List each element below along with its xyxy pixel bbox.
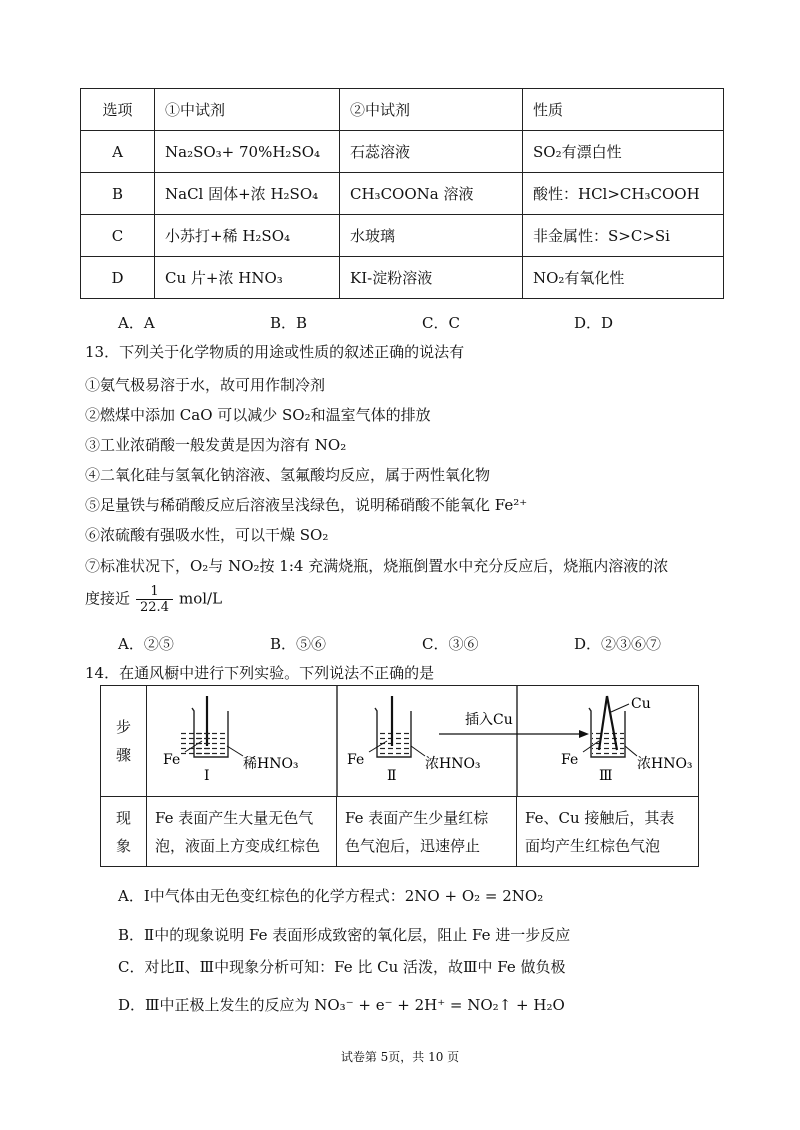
table-cell: Na₂SO₃+ 70%H₂SO₄: [155, 131, 340, 173]
table-header-cell: 性质: [523, 89, 724, 131]
table-cell: 酸性：HCl>CH₃COOH: [523, 173, 724, 215]
q14-option-d: D．Ⅲ中正极上发生的反应为 NO₃⁻ + e⁻ + 2H⁺ = NO₂↑ + H₂O: [118, 996, 565, 1014]
q13-item-2: ②燃煤中添加 CaO 可以减少 SO₂和温室气体的排放: [85, 406, 431, 424]
table-cell: CH₃COONa 溶液: [340, 173, 523, 215]
phenomena-row: [101, 797, 699, 867]
table-cell: NaCl 固体+浓 H₂SO₄: [155, 173, 340, 215]
option-c: C．C: [422, 314, 460, 332]
option-a: A．A: [118, 314, 155, 332]
q13-item-7-unit: mol/L: [178, 589, 223, 608]
fig1-metal-label: Fe: [163, 752, 181, 768]
phenomenon-1: [147, 797, 337, 867]
experiment-table: [100, 685, 699, 867]
arrow-head: [579, 730, 589, 738]
q13-item-7: ⑦标准状况下，O₂与 NO₂按 1:4 充满烧瓶，烧瓶倒置水中充分反应后，烧瓶内溶液的浓: [85, 557, 669, 575]
option-c: C．③⑥: [422, 635, 479, 653]
table-cell: Cu 片+浓 HNO₃: [155, 257, 340, 299]
table-cell: NO₂有氧化性: [523, 257, 724, 299]
q13-item-7-prefix: 度接近: [85, 589, 131, 608]
fig2-roman: Ⅱ: [387, 768, 397, 784]
table-header-cell: ②中试剂: [340, 89, 523, 131]
option-a: A．②⑤: [118, 635, 174, 653]
table-row: [81, 215, 724, 257]
table-row: [81, 257, 724, 299]
q12-options: [118, 312, 726, 333]
fig3-metal-label: Fe: [561, 752, 579, 768]
table-cell: A: [81, 131, 155, 173]
phenomenon-line: Fe 表面产生少量红棕: [345, 808, 489, 827]
experiment-diagram: [147, 686, 698, 796]
reagent-table: [80, 88, 724, 299]
phenomenon-2: [337, 797, 517, 867]
phenomena-label-char: 现: [115, 808, 131, 827]
steps-figure-cell: [147, 686, 699, 797]
fraction-denominator: 22.4: [140, 600, 169, 615]
option-d: D．D: [574, 314, 614, 332]
fig3-roman: Ⅲ: [599, 768, 613, 784]
table-cell: 小苏打+稀 H₂SO₄: [155, 215, 340, 257]
steps-label-char: 骤: [115, 746, 131, 764]
table-cell: SO₂有漂白性: [523, 131, 724, 173]
table-cell: D: [81, 257, 155, 299]
table-cell: C: [81, 215, 155, 257]
fig3-metal2-label: Cu: [631, 696, 651, 712]
q13-item-5: ⑤足量铁与稀硝酸反应后溶液呈浅绿色，说明稀硝酸不能氧化 Fe²⁺: [85, 496, 528, 514]
table-header-row: [81, 89, 724, 131]
fig3-acid-label: 浓HNO₃: [637, 756, 693, 772]
fraction: [136, 584, 173, 615]
q13-item-1: ①氨气极易溶于水，故可用作制冷剂: [85, 376, 326, 394]
page-footer: 试卷第 5页，共 10 页: [340, 1050, 460, 1064]
option-b: B．⑤⑥: [270, 635, 327, 653]
q13-item-6: ⑥浓硫酸有强吸水性，可以干燥 SO₂: [85, 526, 329, 544]
table-header-cell: ①中试剂: [155, 89, 340, 131]
fig1-acid-label: 稀HNO₃: [243, 756, 299, 772]
phenomenon-line: Fe 表面产生大量无色气: [155, 808, 314, 827]
table-cell: B: [81, 173, 155, 215]
phenomena-label: [101, 797, 147, 867]
table-cell: 石蕊溶液: [340, 131, 523, 173]
phenomenon-line: 面均产生红棕色气泡: [525, 836, 661, 855]
q14-stem: 14．在通风橱中进行下列实验。下列说法不正确的是: [85, 664, 435, 682]
steps-label: [101, 686, 147, 797]
phenomena-label-char: 象: [115, 836, 131, 855]
q13-stem: 13．下列关于化学物质的用途或性质的叙述正确的说法有: [85, 343, 465, 361]
fraction-numerator: 1: [136, 584, 173, 600]
table-cell: 非金属性：S>C>Si: [523, 215, 724, 257]
fig2-metal-label: Fe: [347, 752, 365, 768]
beaker-3: [583, 696, 637, 757]
q13-item-7-cont: [85, 584, 222, 615]
phenomenon-3: [517, 797, 699, 867]
fig2-acid-label: 浓HNO₃: [425, 756, 481, 772]
q14-option-a: A．Ⅰ中气体由无色变红棕色的化学方程式：2NO + O₂ = 2NO₂: [118, 887, 544, 905]
steps-row: [101, 686, 699, 797]
table-row: [81, 131, 724, 173]
q13-item-4: ④二氧化硅与氢氧化钠溶液、氢氟酸均反应，属于两性氧化物: [85, 466, 491, 484]
option-b: B．B: [270, 314, 308, 332]
arrow-label: 插入Cu: [465, 712, 513, 728]
table-cell: 水玻璃: [340, 215, 523, 257]
q13-item-3: ③工业浓硝酸一般发黄是因为溶有 NO₂: [85, 436, 347, 454]
table-row: [81, 173, 724, 215]
phenomenon-line: Fe、Cu 接触后，其表: [525, 808, 675, 827]
table-cell: KI-淀粉溶液: [340, 257, 523, 299]
phenomenon-line: 色气泡后，迅速停止: [345, 836, 481, 855]
q14-option-b: B．Ⅱ中的现象说明 Fe 表面形成致密的氧化层，阻止 Fe 进一步反应: [118, 926, 571, 944]
phenomenon-line: 泡，液面上方变成红棕色: [155, 836, 321, 855]
q14-option-c: C．对比Ⅱ、Ⅲ中现象分析可知：Fe 比 Cu 活泼，故Ⅲ中 Fe 做负极: [118, 958, 566, 976]
q13-options: [118, 633, 726, 654]
fig1-roman: Ⅰ: [204, 768, 210, 784]
table-header-cell: 选项: [81, 89, 155, 131]
option-d: D．②③⑥⑦: [574, 635, 662, 653]
steps-label-char: 步: [115, 718, 131, 736]
